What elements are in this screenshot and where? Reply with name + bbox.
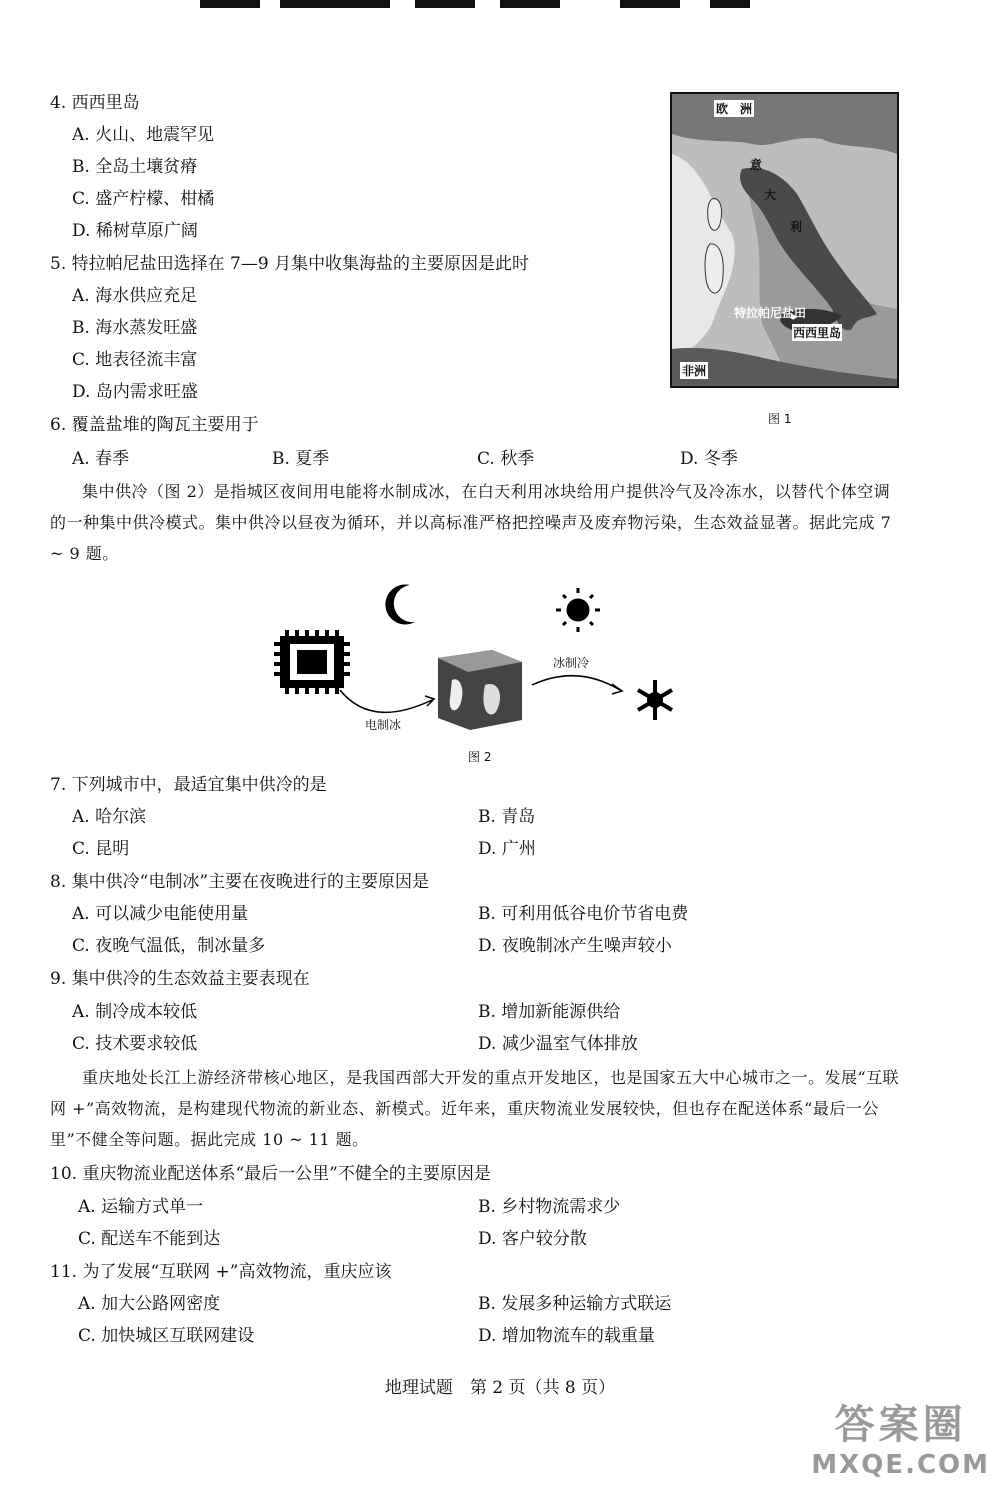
q11-option-a[interactable]: A. 加大公路网密度: [78, 1294, 221, 1314]
q8-option-d[interactable]: D. 夜晚制冰产生噪声较小: [478, 936, 672, 956]
q10-option-d[interactable]: D. 客户较分散: [478, 1229, 587, 1249]
figure1-caption: 图 1: [768, 412, 792, 426]
label-da: 大: [764, 188, 777, 202]
q6-option-a[interactable]: A. 春季: [72, 449, 130, 469]
watermark-url: MXQE.COM: [811, 1450, 990, 1480]
q11-option-c[interactable]: C. 加快城区互联网建设: [78, 1326, 255, 1346]
label-li: 利: [790, 220, 803, 234]
q8-option-b[interactable]: B. 可利用低谷电价节省电费: [478, 904, 689, 924]
q5-option-d[interactable]: D. 岛内需求旺盛: [72, 382, 198, 402]
q8-option-a[interactable]: A. 可以减少电能使用量: [72, 904, 249, 924]
ice-cube-icon: [438, 650, 522, 730]
q4-stem: 4. 西西里岛: [50, 93, 140, 113]
q6-option-b[interactable]: B. 夏季: [272, 449, 330, 469]
q9-option-c[interactable]: C. 技术要求较低: [72, 1034, 198, 1054]
arrow-label-ice-cooling: 冰制冷: [553, 656, 590, 670]
chip-icon: [274, 630, 350, 694]
q7-option-a[interactable]: A. 哈尔滨: [72, 807, 147, 827]
moon-icon: [385, 584, 415, 624]
q7-stem: 7. 下列城市中，最适宜集中供冷的是: [50, 775, 327, 795]
page-footer: 地理试题 第 2 页（共 8 页）: [384, 1378, 616, 1398]
q8-stem: 8. 集中供冷“电制冰”主要在夜晚进行的主要原因是: [50, 872, 430, 892]
label-trapani-saltfield: 特拉帕尼盐田: [734, 306, 807, 320]
figure1-map: [670, 92, 899, 388]
arrow-ice-cooling: [532, 676, 620, 690]
q5-option-c[interactable]: C. 地表径流丰富: [72, 350, 198, 370]
label-yi: 意: [750, 158, 763, 172]
q6-option-c[interactable]: C. 秋季: [477, 449, 535, 469]
q10-option-a[interactable]: A. 运输方式单一: [78, 1197, 204, 1217]
q5-option-b[interactable]: B. 海水蒸发旺盛: [72, 318, 198, 338]
passage-central-cooling: 集中供冷（图 2）是指城区夜间用电能将水制成冰，在白天利用冰块给用户提供冷气及冷冻水，以替代个体空调的一种集中供冷模式。集中供冷以昼夜为循环，并以高标准严格把控噪声及废弃物污染，生态效益显著。据此完成 7 ~ 9 题。: [50, 482, 892, 563]
label-sicily: 西西里岛: [793, 326, 842, 340]
label-europe: 欧 洲: [716, 102, 753, 116]
q8-option-c[interactable]: C. 夜晚气温低，制冰量多: [72, 936, 266, 956]
q5-option-a[interactable]: A. 海水供应充足: [72, 286, 198, 306]
figure2-diagram: [260, 580, 720, 760]
q4-option-b[interactable]: B. 全岛土壤贫瘠: [72, 157, 198, 177]
italy-map-graphic: [672, 94, 897, 386]
q11-stem: 11. 为了发展“互联网 +”高效物流，重庆应该: [50, 1262, 392, 1282]
q9-option-b[interactable]: B. 增加新能源供给: [478, 1002, 621, 1022]
q10-option-c[interactable]: C. 配送车不能到达: [78, 1229, 221, 1249]
q7-option-b[interactable]: B. 青岛: [478, 807, 536, 827]
q6-stem: 6. 覆盖盐堆的陶瓦主要用于: [50, 415, 259, 435]
q4-option-a[interactable]: A. 火山、地震罕见: [72, 125, 215, 145]
q4-option-d[interactable]: D. 稀树草原广阔: [72, 221, 198, 241]
q6-option-d[interactable]: D. 冬季: [680, 449, 738, 469]
q10-stem: 10. 重庆物流业配送体系“最后一公里”不健全的主要原因是: [50, 1164, 491, 1184]
watermark-logo: 答案圈: [834, 1402, 967, 1448]
label-africa: 非洲: [682, 364, 707, 378]
q7-option-d[interactable]: D. 广州: [478, 839, 536, 859]
q9-stem: 9. 集中供冷的生态效益主要表现在: [50, 969, 310, 989]
top-cut-header-band: [200, 0, 760, 10]
watermark: [811, 1393, 990, 1480]
figure2-caption: 图 2: [468, 750, 492, 764]
arrow-label-electric-ice: 电制冰: [365, 718, 402, 732]
q9-option-a[interactable]: A. 制冷成本较低: [72, 1002, 198, 1022]
sun-icon: [556, 588, 600, 632]
q5-stem: 5. 特拉帕尼盐田选择在 7—9 月集中收集海盐的主要原因是此时: [50, 254, 530, 274]
q9-option-d[interactable]: D. 减少温室气体排放: [478, 1034, 638, 1054]
q10-option-b[interactable]: B. 乡村物流需求少: [478, 1197, 621, 1217]
q4-option-c[interactable]: C. 盛产柠檬、柑橘: [72, 189, 215, 209]
passage-chongqing-logistics: 重庆地处长江上游经济带核心地区，是我国西部大开发的重点开发地区，也是国家五大中心城市之一。发展“互联网 +”高效物流，是构建现代物流的新业态、新模式。近年来，重庆物流业发展较快，但也存在配送体系“最后一公里”不健全等问题。据此完成 10 ~ 11 题。: [50, 1068, 900, 1149]
snowflake-icon: [638, 680, 672, 720]
q11-option-b[interactable]: B. 发展多种运输方式联运: [478, 1294, 672, 1314]
q7-option-c[interactable]: C. 昆明: [72, 839, 130, 859]
arrow-electric-ice: [340, 690, 432, 712]
q11-option-d[interactable]: D. 增加物流车的载重量: [478, 1326, 655, 1346]
